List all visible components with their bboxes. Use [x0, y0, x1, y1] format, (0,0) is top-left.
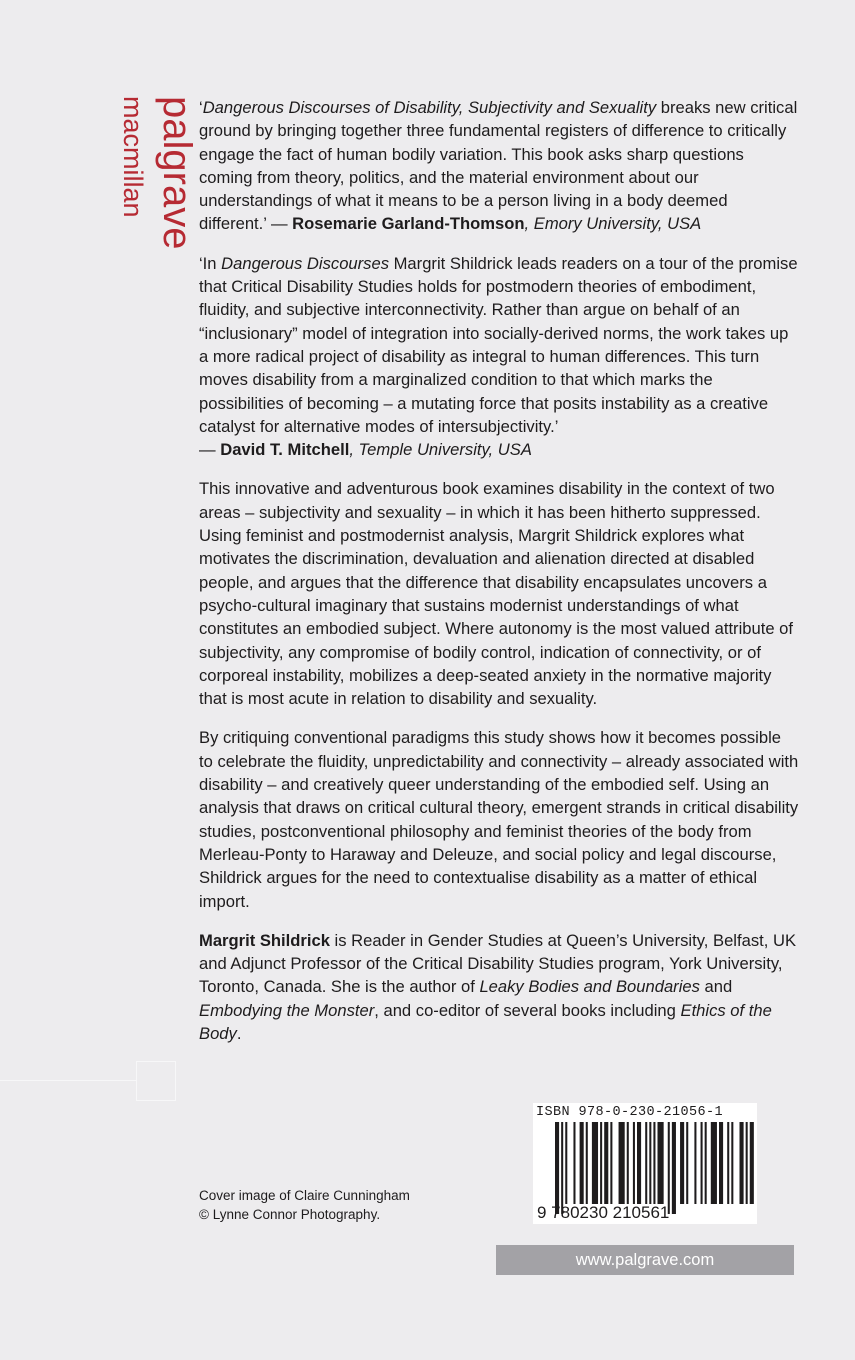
barcode-bar: [561, 1122, 563, 1214]
barcode-bar: [645, 1122, 647, 1204]
barcode-bar: [731, 1122, 733, 1204]
book-title: Embodying the Monster: [199, 1000, 375, 1020]
cover-credit-line2: © Lynne Connor Photography.: [199, 1207, 381, 1222]
barcode-bar: [619, 1122, 625, 1204]
barcode-bar: [604, 1122, 608, 1204]
description-paragraph-2: By critiquing conventional paradigms this study shows how it becomes possible to celebrate the fluidity, unpredictability and connectivity – already associated with disability – and creatively queer understanding of the embodied self. Using an analysis that draws on critical cultural theory, emergent strands in critical disability studies, postconventional philosophy and feminist theories of the body from Merleau-Ponty to Haraway and Deleuze, and social policy and legal discourse, Shildrick argues for the need to contextualise disability as a matter of ethical import.: [199, 728, 799, 911]
publisher-website[interactable]: www.palgrave.com: [496, 1245, 794, 1275]
author-bio: Margrit Shildrick is Reader in Gender Studies at Queen’s University, Belfast, UK and Adjunct Professor of the Critical Disability Studies program, York University, Toronto, Canada. She is the author of Leaky Bodies and Boundaries and Embodying the Monster, and co-editor of several books including Ethics of the Body.: [199, 930, 797, 1043]
blurb-text: breaks new critical ground by bringing together three fundamental registers of difference to critically engage the fact of human bodily variation. This book asks sharp questions coming from theory, politics, and the material environment about our understandings of what it means to be a person living in a body deemed different.’ —: [199, 98, 798, 234]
book-title: Leaky Bodies and Boundaries: [479, 977, 700, 997]
decorative-line: [0, 1080, 136, 1081]
blurb-garland-thomson: ‘Dangerous Discourses of Disability, Subjectivity and Sexuality breaks new critical ground by bringing together three fundamental registers of difference to critically engage the fact of human bodily variation. This book asks sharp questions coming from theory, politics, and the material environment about our understandings of what it means to be a person living in a body deemed different.’ — Rosemarie Garland-Thomson, Emory University, USA: [199, 98, 798, 234]
barcode-bar: [610, 1122, 612, 1204]
barcode-bar: [711, 1122, 717, 1204]
blurb-affiliation: , Emory University, USA: [524, 214, 702, 234]
isbn-barcode: [533, 1103, 757, 1224]
logo-text-macmillan: macmillan: [118, 96, 148, 218]
blurb-author: Rosemarie Garland-Thomson: [292, 214, 525, 234]
barcode-bar: [705, 1122, 707, 1204]
barcode-bar: [586, 1122, 588, 1204]
blurb-affiliation: , Temple University, USA: [349, 440, 532, 460]
barcode-bar: [555, 1122, 559, 1214]
blurb-open: ‘In: [199, 253, 222, 273]
blurb-title: Dangerous Discourses of Disability, Subjectivity and Sexuality: [202, 98, 657, 117]
barcode-bar: [573, 1122, 575, 1204]
barcode-bar: [680, 1122, 684, 1204]
blurb-mitchell: [199, 252, 799, 462]
isbn-label: ISBN 978-0-230-21056-1: [536, 1105, 724, 1120]
barcode-bar: [600, 1122, 602, 1204]
logo-text-palgrave: palgrave: [155, 96, 199, 250]
book-title: Ethics of the Body: [199, 1000, 772, 1043]
barcode-bar: [565, 1122, 567, 1204]
decorative-square: [136, 1061, 176, 1101]
isbn-digits: 9 780230 210561: [537, 1203, 670, 1222]
barcode-bar: [627, 1122, 629, 1204]
barcode-bar: [746, 1122, 748, 1204]
barcode-bar: [740, 1122, 744, 1204]
barcode-bar: [658, 1122, 664, 1204]
description-paragraph-1: This innovative and adventurous book examines disability in the context of two areas – subjectivity and sexuality – in which it has been hitherto suppressed. Using feminist and postmodernist analysis, Margrit Shildrick explores what motivates the discrimination, devaluation and alienation directed at disabled people, and argues that the difference that disability encapsulates uncovers a psycho-cultural imaginary that sustains modernist understandings of what constitutes an embodied subject. Where autonomy is the most valued attribute of subjectivity, any compromise of bodily control, indication of connectivity, or of corporeal instability, mobilizes a deep-seated anxiety in the normative majority that is most acute in relation to disability and sexuality.: [199, 479, 794, 709]
barcode-bar: [633, 1122, 635, 1204]
barcode-bar: [580, 1122, 584, 1204]
barcode-bar: [686, 1122, 688, 1204]
blurb-dash: —: [199, 440, 221, 460]
barcode-bar: [653, 1122, 655, 1204]
blurb-text: Margrit Shildrick leads readers on a tour of the promise that Critical Disability Studies holds for postmodern theories of embodiment, fluidity, and subjective interconnectivity. Rather than argue on behalf of an “inclusionary” model of integration into socially-derived norms, the work takes up a more radical project of disability as integral to human differences. This turn moves disability from a marginalized condition to that which marks the possibilities of becoming – a mutating force that posits instability as a creative catalyst for alternative modes of intersubjectivity.’: [199, 253, 798, 436]
blurb-author: David T. Mitchell: [220, 440, 350, 460]
barcode-bar: [592, 1122, 598, 1204]
author-name: Margrit Shildrick: [199, 930, 330, 950]
back-cover-text: [199, 96, 799, 1059]
barcode-bar: [668, 1122, 670, 1214]
barcode-bar: [672, 1122, 676, 1214]
barcode-bar: [701, 1122, 703, 1204]
blurb-title: Dangerous Discourses: [221, 253, 389, 273]
barcode-bar: [719, 1122, 723, 1204]
barcode-bar: [750, 1122, 754, 1204]
barcode-bar: [649, 1122, 651, 1204]
barcode-bar: [694, 1122, 696, 1204]
cover-credit-line1: Cover image of Claire Cunningham: [199, 1188, 410, 1203]
cover-credit: [199, 1186, 410, 1224]
barcode-bar: [727, 1122, 729, 1204]
barcode-bar: [637, 1122, 641, 1204]
publisher-logo: [92, 96, 199, 286]
